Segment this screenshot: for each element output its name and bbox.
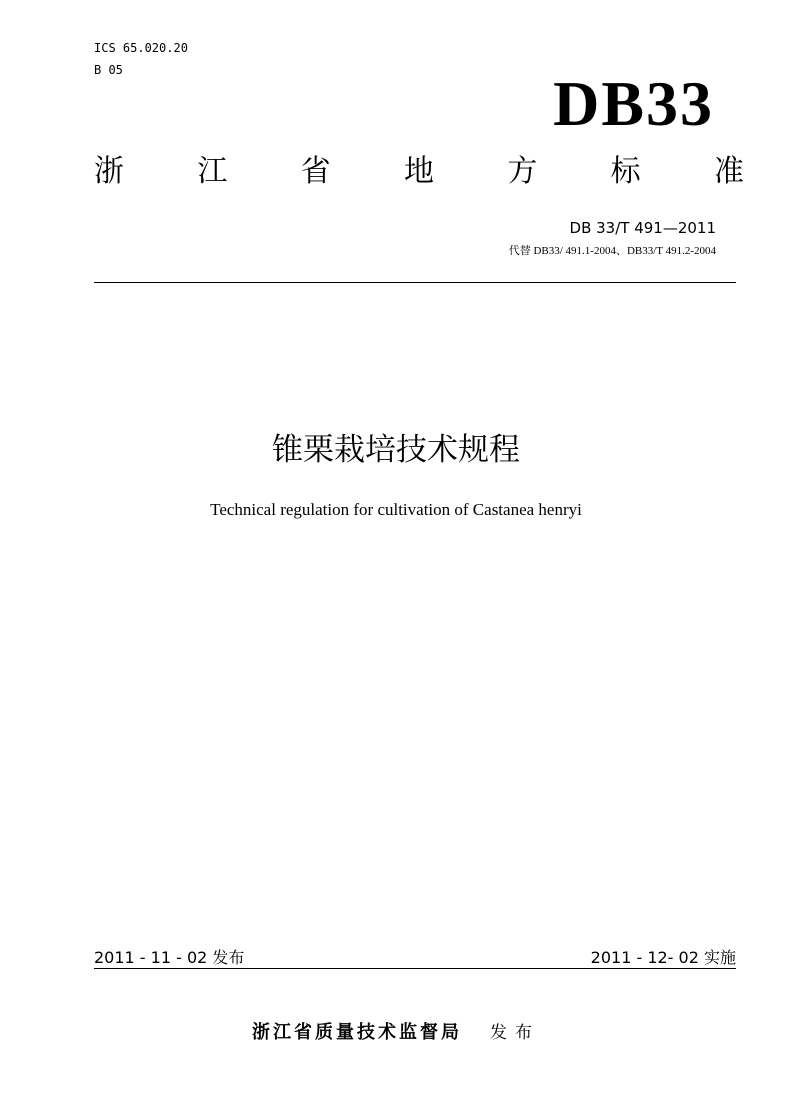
standard-type-char: 方 — [507, 154, 538, 189]
footer-divider — [94, 968, 736, 969]
standard-type-char: 江 — [197, 154, 228, 189]
standard-type-char: 省 — [300, 154, 331, 189]
issuer-name: 浙江省质量技术监督局 — [252, 1022, 462, 1043]
ics-code: ICS 65.020.20 — [94, 41, 188, 55]
implement-date: 2011 - 12- 02 实施 — [590, 948, 736, 967]
standard-code: DB 33/T 491—2011 — [569, 219, 716, 237]
standard-type-char: 地 — [403, 154, 434, 189]
header-divider — [94, 282, 736, 283]
standard-type-char: 准 — [713, 154, 744, 189]
db-logo: DB33 — [553, 68, 714, 139]
title-chinese: 锥栗栽培技术规程 — [272, 432, 520, 468]
standard-type-char: 浙 — [94, 154, 124, 189]
standard-type — [94, 150, 744, 194]
issue-word: 发布 — [490, 1023, 540, 1043]
title-english: Technical regulation for cultivation of Castanea henryi — [210, 500, 582, 519]
standard-type-char: 标 — [610, 154, 641, 189]
issuer-line — [0, 1020, 792, 1046]
replaces-note: 代替 DB33/ 491.1-2004、DB33/T 491.2-2004 — [508, 245, 716, 257]
publish-date: 2011 - 11 - 02 发布 — [94, 948, 245, 967]
classification-code: B 05 — [94, 63, 123, 77]
